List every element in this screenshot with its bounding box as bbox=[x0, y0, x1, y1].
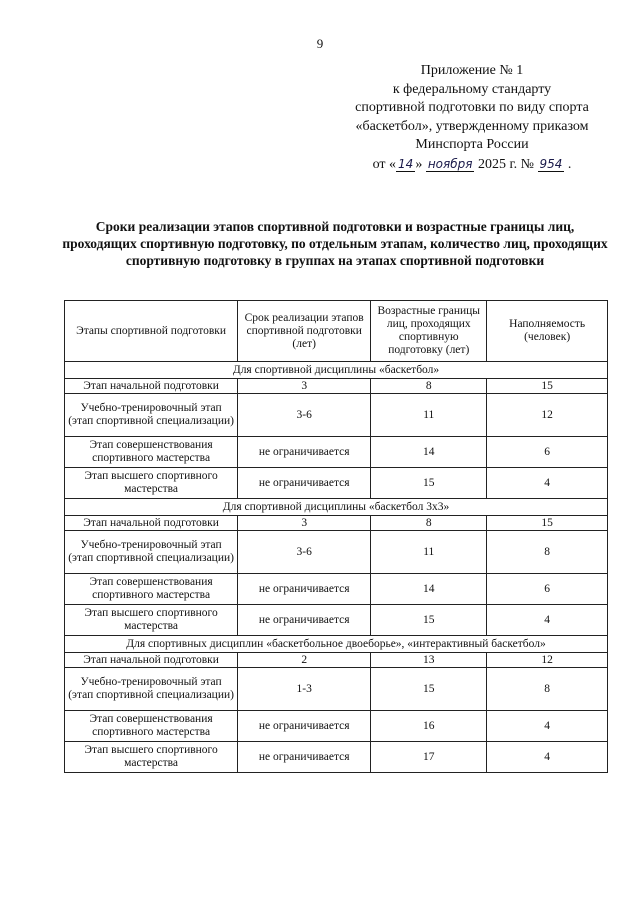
table-row bbox=[65, 394, 608, 437]
occupancy-cell: 4 bbox=[487, 742, 608, 773]
age-cell: 17 bbox=[371, 742, 487, 773]
table-row bbox=[65, 468, 608, 499]
table-row bbox=[65, 379, 608, 394]
appendix-line: спортивной подготовки по виду спорта bbox=[355, 100, 589, 115]
stage-cell: Учебно-тренировочный этап (этап спортивной специализации) bbox=[65, 531, 238, 574]
occupancy-cell: 8 bbox=[487, 668, 608, 711]
duration-cell: не ограничивается bbox=[238, 574, 371, 605]
header-duration: Срок реализации этапов спортивной подготовки (лет) bbox=[238, 301, 371, 362]
section-row bbox=[65, 636, 608, 653]
table-row bbox=[65, 668, 608, 711]
age-cell: 11 bbox=[371, 531, 487, 574]
duration-cell: 3-6 bbox=[238, 531, 371, 574]
age-cell: 11 bbox=[371, 394, 487, 437]
occupancy-cell: 12 bbox=[487, 653, 608, 668]
occupancy-cell: 4 bbox=[487, 468, 608, 499]
date-year: 2025 г. № bbox=[477, 156, 534, 172]
age-cell: 14 bbox=[371, 574, 487, 605]
stage-cell: Этап совершенствования спортивного мастерства bbox=[65, 437, 238, 468]
section-row bbox=[65, 499, 608, 516]
duration-cell: 3-6 bbox=[238, 394, 371, 437]
age-cell: 15 bbox=[371, 468, 487, 499]
table-row bbox=[65, 653, 608, 668]
occupancy-cell: 12 bbox=[487, 394, 608, 437]
duration-cell: не ограничивается bbox=[238, 468, 371, 499]
occupancy-cell: 4 bbox=[487, 605, 608, 636]
table-row bbox=[65, 711, 608, 742]
handwritten-month: ноября bbox=[427, 156, 473, 171]
header-occupancy: Наполняемость (человек) bbox=[487, 301, 608, 362]
age-cell: 8 bbox=[371, 379, 487, 394]
stage-cell: Этап начальной подготовки bbox=[65, 379, 238, 394]
appendix-line: Минспорта России bbox=[415, 137, 529, 152]
document-title: Сроки реализации этапов спортивной подготовки и возрастные границы лиц, проходящих спортивную подготовку, по отдельным этапам, количество лиц, проходящих спортивную подготовку в группах на этапах спортивной подготовки bbox=[62, 219, 608, 268]
order-date-line bbox=[338, 155, 606, 175]
section-title: Для спортивных дисциплин «баскетбольное двоеборье», «интерактивный баскетбол» bbox=[65, 636, 608, 653]
table-row bbox=[65, 437, 608, 468]
section-title: Для спортивной дисциплины «баскетбол 3x3» bbox=[65, 499, 608, 516]
age-cell: 8 bbox=[371, 516, 487, 531]
age-cell: 15 bbox=[371, 605, 487, 636]
duration-cell: 1-3 bbox=[238, 668, 371, 711]
appendix-line: Приложение № 1 bbox=[420, 63, 524, 78]
section-title: Для спортивной дисциплины «баскетбол» bbox=[65, 362, 608, 379]
handwritten-day: 14 bbox=[398, 156, 414, 171]
header-stages: Этапы спортивной подготовки bbox=[65, 301, 238, 362]
stage-cell: Учебно-тренировочный этап (этап спортивной специализации) bbox=[65, 394, 238, 437]
table-row bbox=[65, 742, 608, 773]
stages-table bbox=[64, 300, 608, 773]
age-cell: 13 bbox=[371, 653, 487, 668]
stage-cell: Этап начальной подготовки bbox=[65, 653, 238, 668]
appendix-block bbox=[338, 62, 606, 174]
date-mid: » bbox=[415, 156, 423, 172]
occupancy-cell: 15 bbox=[487, 379, 608, 394]
age-cell: 16 bbox=[371, 711, 487, 742]
table-header-row bbox=[65, 301, 608, 362]
table-row bbox=[65, 516, 608, 531]
section-row bbox=[65, 362, 608, 379]
stage-cell: Этап совершенствования спортивного мастерства bbox=[65, 574, 238, 605]
appendix-line: к федеральному стандарту bbox=[392, 81, 552, 97]
duration-cell: не ограничивается bbox=[238, 742, 371, 773]
stage-cell: Этап совершенствования спортивного мастерства bbox=[65, 711, 238, 742]
duration-cell: 3 bbox=[238, 516, 371, 531]
table-row bbox=[65, 605, 608, 636]
stage-cell: Учебно-тренировочный этап (этап спортивной специализации) bbox=[65, 668, 238, 711]
duration-cell: 3 bbox=[238, 379, 371, 394]
occupancy-cell: 15 bbox=[487, 516, 608, 531]
duration-cell: не ограничивается bbox=[238, 605, 371, 636]
date-prefix: от « bbox=[372, 156, 397, 172]
header-age: Возрастные границы лиц, проходящих спортивную подготовку (лет) bbox=[371, 301, 487, 362]
duration-cell: 2 bbox=[238, 653, 371, 668]
handwritten-order-number: 954 bbox=[539, 156, 563, 171]
occupancy-cell: 6 bbox=[487, 437, 608, 468]
stage-cell: Этап начальной подготовки bbox=[65, 516, 238, 531]
stage-cell: Этап высшего спортивного мастерства bbox=[65, 605, 238, 636]
table-row bbox=[65, 531, 608, 574]
page-number: 9 bbox=[316, 36, 324, 51]
stage-cell: Этап высшего спортивного мастерства bbox=[65, 742, 238, 773]
occupancy-cell: 6 bbox=[487, 574, 608, 605]
occupancy-cell: 4 bbox=[487, 711, 608, 742]
age-cell: 14 bbox=[371, 437, 487, 468]
occupancy-cell: 8 bbox=[487, 531, 608, 574]
age-cell: 15 bbox=[371, 668, 487, 711]
duration-cell: не ограничивается bbox=[238, 711, 371, 742]
appendix-line: «баскетбол», утвержденному приказом bbox=[355, 118, 589, 134]
date-end: . bbox=[567, 156, 572, 172]
table-row bbox=[65, 574, 608, 605]
stage-cell: Этап высшего спортивного мастерства bbox=[65, 468, 238, 499]
duration-cell: не ограничивается bbox=[238, 437, 371, 468]
